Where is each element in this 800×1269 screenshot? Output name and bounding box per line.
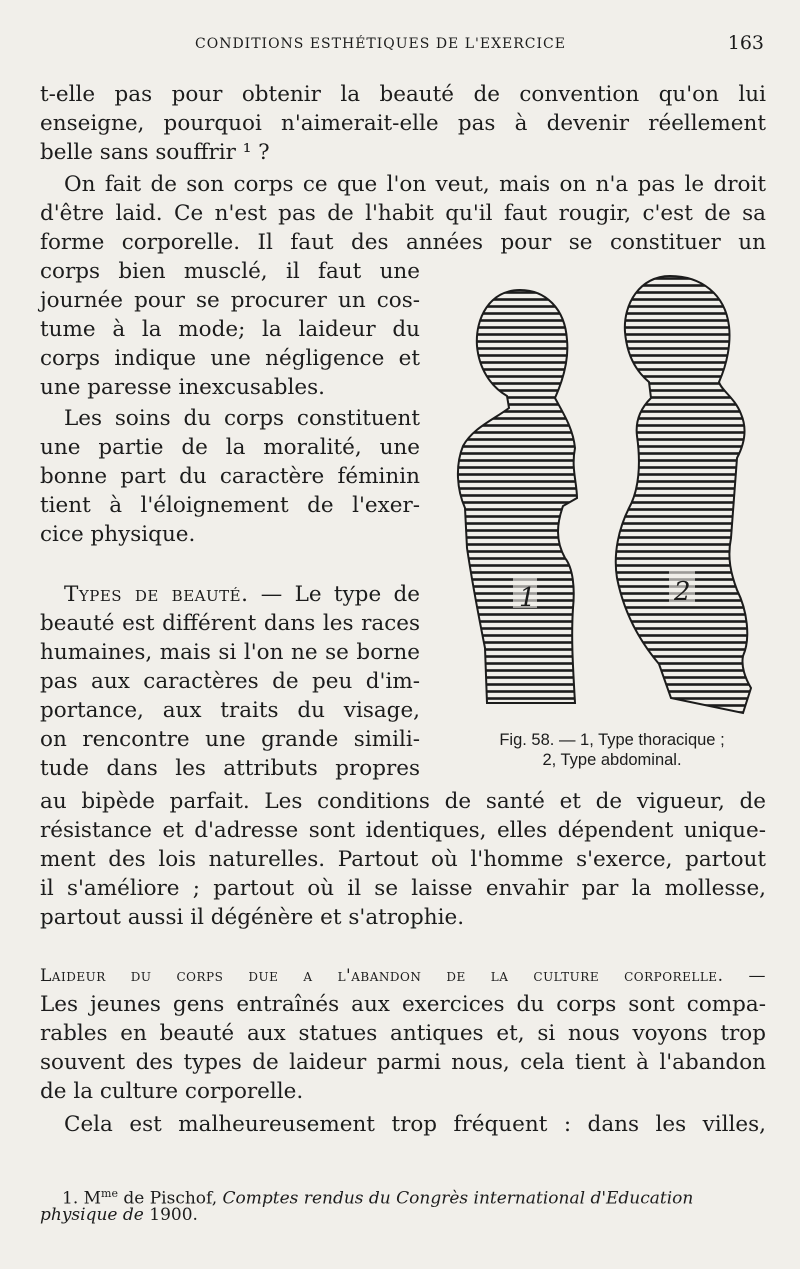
text-line: tient à l'éloignement de l'exer- [40, 493, 420, 518]
footnote-author: de Pischof, [117, 1188, 223, 1209]
caption-line: Fig. 58. — 1, Type thoracique ; [499, 731, 725, 749]
running-title: CONDITIONS ESTHÉTIQUES DE L'EXERCICE [195, 36, 566, 52]
text-line: partout aussi il dégénère et s'atrophie. [40, 905, 465, 930]
text-line: résistance et d'adresse sont identiques, elles dépendent unique- [40, 818, 766, 843]
text-line: bonne part du caractère féminin [40, 464, 420, 489]
footnote-year: 1900. [143, 1205, 198, 1225]
footnote-title-cont: physique de [40, 1205, 144, 1225]
text-line: On fait de son corps ce que l'on veut, mais on n'a pas le droit [64, 172, 766, 197]
text-line: de la culture corporelle. [40, 1079, 304, 1104]
text-line: tude dans les attributs propres [40, 756, 420, 781]
figure-caption [452, 730, 772, 770]
text-line: il s'améliore ; partout où il se laisse envahir par la mollesse, [40, 876, 766, 901]
text-line: beauté est différent dans les races [40, 611, 420, 636]
text-line: une paresse inexcusables. [40, 375, 326, 400]
text-line: au bipède parfait. Les conditions de santé et de vigueur, de [40, 789, 766, 814]
silhouette-thoracic [458, 290, 577, 703]
text-line: t-elle pas pour obtenir la beauté de convention qu'on lui [40, 82, 766, 107]
figure-label-1: 1 [519, 583, 536, 613]
footnote-superscript: me [101, 1187, 118, 1200]
caption-line: 2, Type abdominal. [542, 751, 682, 769]
text-line: portance, aux traits du visage, [40, 698, 420, 723]
text-line: ment des lois naturelles. Partout où l'homme s'exerce, partout [40, 847, 766, 872]
text-line: rables en beauté aux statues antiques et, si nous voyons trop [40, 1021, 766, 1046]
text-run: — Le type de [248, 582, 420, 607]
text-line: corps bien musclé, il faut une [40, 259, 420, 284]
footnote-title: Comptes rendus du Congrès international d'Education [222, 1188, 694, 1209]
text-line: corps indique une négligence et [40, 346, 420, 371]
text-line: humaines, mais si l'on ne se borne [40, 640, 420, 665]
section-heading: Types de beauté. [64, 582, 249, 607]
text-line: souvent des types de laideur parmi nous, cela tient à l'abandon [40, 1050, 766, 1075]
section-heading: Laideur du corps due a l'abandon de la culture corporelle. — [40, 966, 766, 986]
text-line: on rencontre une grande simili- [40, 727, 420, 752]
text-line: une partie de la moralité, une [40, 435, 420, 460]
page-header [40, 32, 764, 64]
section-heading-line [64, 580, 420, 609]
text-line: Cela est malheureusement trop fréquent : dans les villes, [64, 1112, 766, 1137]
text-line: cice physique. [40, 522, 196, 547]
footnote-line [40, 1205, 198, 1225]
figure-58 [445, 268, 765, 728]
text-line: belle sans souffrir ¹ ? [40, 140, 270, 165]
text-line: d'être laid. Ce n'est pas de l'habit qu'il faut rougir, c'est de sa [40, 201, 766, 226]
page-number: 163 [727, 32, 764, 54]
text-line: forme corporelle. Il faut des années pour se constituer un [40, 230, 766, 255]
text-line: tume à la mode; la laideur du [40, 317, 420, 342]
silhouette-abdominal [616, 276, 751, 713]
figure-label-2: 2 [674, 577, 691, 607]
text-line: pas aux caractères de peu d'im- [40, 669, 420, 694]
text-line: enseigne, pourquoi n'aimerait-elle pas à devenir réellement [40, 111, 766, 136]
text-line: journée pour se procurer un cos- [40, 288, 420, 313]
footnote-number: 1. M [62, 1188, 102, 1209]
body-silhouettes-illustration [445, 268, 765, 728]
text-line: Les soins du corps constituent [64, 406, 420, 431]
text-line: Les jeunes gens entraînés aux exercices du corps sont compa- [40, 992, 766, 1017]
